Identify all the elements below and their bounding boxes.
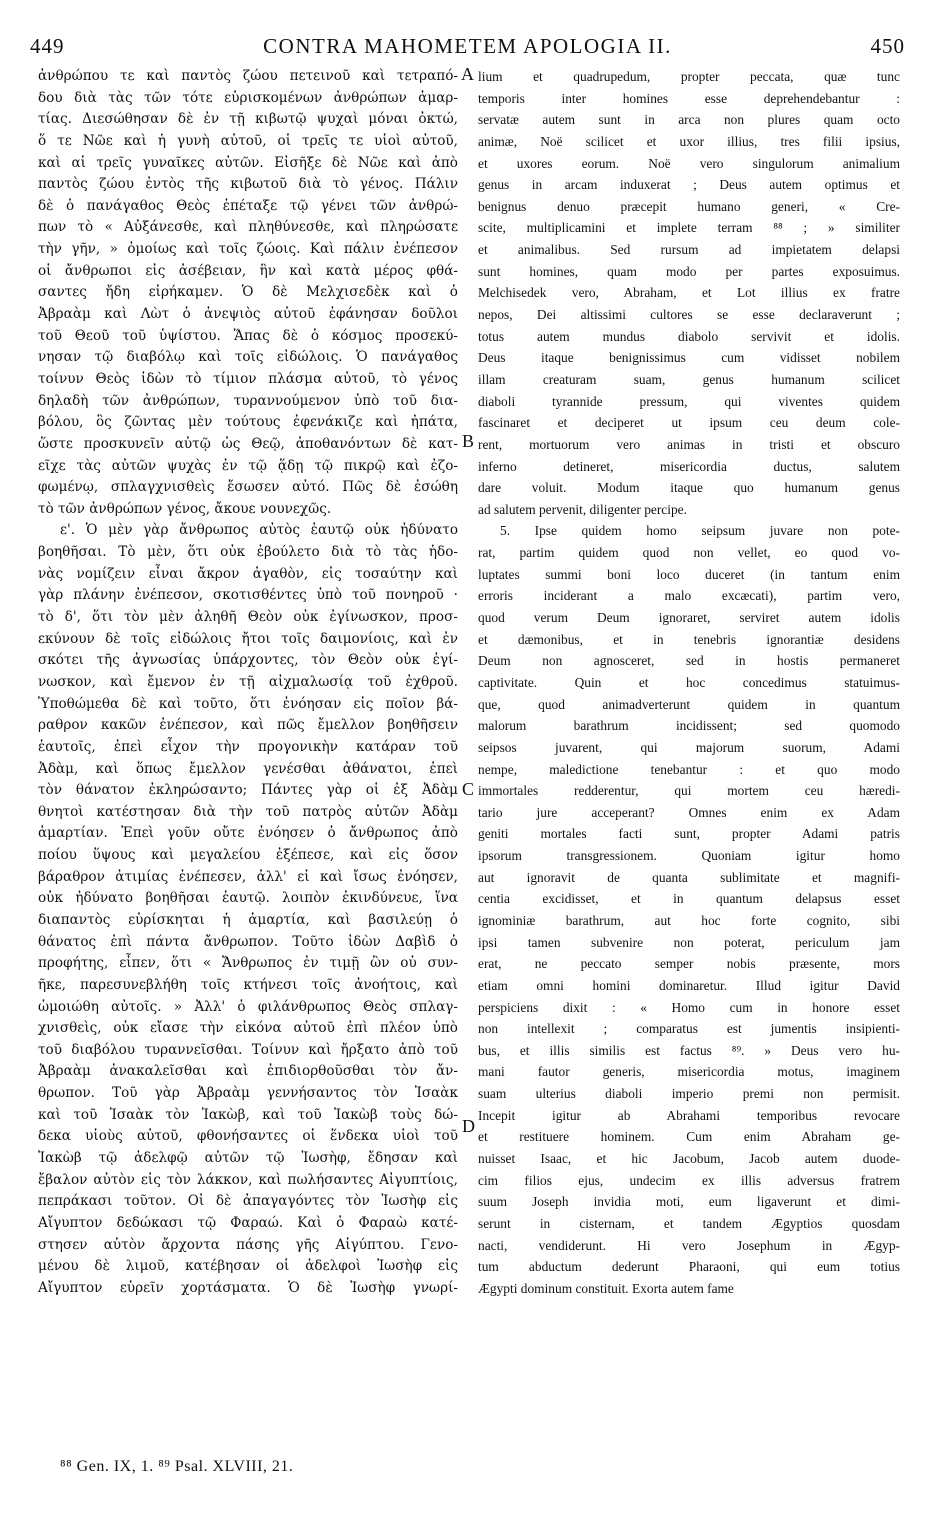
greek-text-line: τὸ τῶν ἀνθρώπων γένος, ἄκουε νουνεχῶς.: [38, 500, 332, 517]
greek-text-line: νησαν τῷ διαβόλῳ καὶ τοῖς εἰδώλοις. Ὁ πανάγαθος: [38, 349, 458, 366]
greek-text-line: μένου δὲ λιμοῦ, κατέβησαν οἱ ἀδελφοὶ Ἰωσὴφ εἰς: [38, 1258, 458, 1275]
latin-text-line: animæ, Noë scilicet et uxor illius, tres filii ipsius,: [478, 133, 900, 149]
greek-text-line: βάραθρον ἀτιμίας ἐνέπεσεν, ἀλλ' εἰ καὶ ἴσως ἐνόησεν,: [38, 868, 458, 885]
greek-text-line: θρωπον. Τοῦ γὰρ Ἀβραὰμ γεννήσαντος τὸν Ἰσαὰκ: [38, 1085, 458, 1102]
greek-text-line: ποίου ὕψους καὶ μεγαλείου ἐξέπεσε, καὶ εἰς ὅσον: [38, 847, 458, 864]
greek-text-line: οἱ ἄνθρωποι εἰς ἀσέβειαν, ἣν καὶ κατὰ μέρος φθά-: [38, 262, 458, 279]
page-number-left: 449: [30, 34, 65, 58]
latin-text-line: erat, ne peccato semper nobis præsente, mors: [478, 956, 900, 972]
greek-text-line: ραθρον κακῶν ἐνέπεσον, καὶ πῶς ἔμελλον βοηθῆσειν: [38, 717, 458, 734]
latin-text-line: fascinaret et deciperet ut ipsum ceu deum cole-: [478, 415, 900, 431]
page-number-right: 450: [870, 34, 905, 58]
greek-text-line: γὰρ πλάνην ἐνέπεσον, σκοτισθέντες ὑπὸ τοῦ πονηροῦ ·: [38, 587, 458, 604]
latin-text-line: nuisset Isaac, et hic Jacobum, Jacob autem duode-: [478, 1151, 900, 1167]
latin-text-line: Ægypti dominum constituit. Exorta autem fame: [478, 1280, 734, 1296]
greek-text-line: ἔβαλον αὐτὸν εἰς τὸν λάκκον, καὶ πωλήσαντες Αἰγυπτίοις,: [38, 1171, 458, 1188]
latin-text-line: et animalibus. Sed rursum ad impietatem delapsi: [478, 242, 900, 258]
latin-text-line: ipsi tamen subvenire non poterat, periculum jam: [478, 934, 900, 950]
running-title: CONTRA MAHOMETEM APOLOGIA II.: [263, 34, 672, 58]
latin-text-line: que, quod animadverterunt quidem in quantum: [478, 696, 900, 712]
latin-text-line: perspiciens dixit : « Homo cum in honore esset: [478, 999, 900, 1015]
greek-column: [38, 66, 458, 1300]
latin-text-line: rent, mortuorum vero animas in tristi et obscuro: [478, 436, 900, 452]
latin-text-line: cim filios ejus, undecim ex illis adversus fratrem: [478, 1172, 900, 1188]
greek-text-line: προφήτης, εἶπεν, ὅτι « Ἄνθρωπος ἐν τιμῇ ὢν οὐ συν-: [38, 955, 458, 972]
greek-text-line: τίας. Διεσώθησαν δὲ ἐν τῇ κιβωτῷ ψυχαὶ μόναι ὀκτώ,: [38, 111, 458, 128]
margin-mark-a: A: [461, 64, 474, 84]
latin-text-line: nacti, vendiderunt. Hi vero Josephum in Ægyp-: [478, 1237, 900, 1253]
latin-text-line: 5. Ipse quidem homo seipsum juvare non pote-: [500, 523, 900, 539]
greek-text-line: ἀνθρώπου τε καὶ παντὸς ζώου πετεινοῦ καὶ τετραπό-: [38, 68, 458, 84]
latin-text-line: scite, multiplicamini et implete terram ⁸⁸ ; » similiter: [478, 220, 900, 236]
greek-text-line: ὅ τε Νῶε καὶ ἡ γυνὴ αὐτοῦ, οἱ τρεῖς τε υἱοὶ αὐτοῦ,: [38, 132, 458, 149]
greek-text-line: βόλου, ὃς ζῶντας μὲν τούτους ἐφενάκιζε καὶ ἠπάτα,: [38, 414, 458, 431]
latin-text-line: aut ignoravit de quanta sublimitate et magnifi-: [478, 869, 900, 885]
latin-text-line: et uxores eorum. Noë vero singulorum animalium: [478, 155, 900, 171]
latin-text-line: genus in arcam induxerat ; Deus autem optimus et: [478, 177, 900, 193]
margin-mark-c: C: [462, 779, 475, 799]
latin-text-line: erroris inciderant a malo excæcati), partim vero,: [478, 588, 900, 604]
latin-text-line: dare voluit. Modum itaque quo humanum genus: [478, 480, 900, 496]
greek-text-line: φωμένῳ, σπλαγχνισθεὶς ἔσωσεν αὐτό. Πῶς δὲ ἐσώθη: [38, 479, 458, 496]
latin-text-line: lium et quadrupedum, propter peccata, quæ tunc: [478, 69, 900, 84]
latin-text-line: mani fautor generis, misericordia motus, imaginem: [478, 1064, 900, 1080]
greek-text-line: δου διὰ τὰς τῶν τότε εὑρισκομένων ἀνθρώπων ἁμαρ-: [38, 89, 458, 106]
greek-text-line: ὥστε προσκυνεῖν αὐτῷ ὡς Θεῷ, ἀποθανόντων δὲ κατ-: [38, 435, 458, 452]
greek-text-line: θάνατος ἐπὶ πάντα ἄνθρωπον. Τοῦτο ἰδὼν Δαβὶδ ὁ: [38, 933, 458, 950]
greek-text-line: νὰς νομίζειν εἶναι ἄκρον ἀγαθὸν, εἰς τοσαύτην καὶ: [38, 565, 458, 582]
latin-text-line: Deus itaque benignissimus cum vidisset nobilem: [478, 350, 900, 366]
greek-text-line: Ἀβραὰμ καὶ Λὼτ ὁ ἀνεψιὸς αὐτοῦ ἐφάνησαν δοῦλοι: [38, 306, 458, 323]
latin-text-line: et restituere hominem. Cum enim Abraham ge-: [478, 1129, 900, 1145]
greek-text-line: Ἀβραὰμ ἀνακαλεῖσθαι καὶ ἐπιδιορθοῦσθαι τὸν ἄν-: [38, 1063, 458, 1080]
greek-text-line: τὴν γῆν, » ὁμοίως καὶ τοῖς ζώοις. Καὶ πάλιν ἐνέπεσον: [38, 241, 458, 258]
latin-text-line: ad salutem pervenit, diligenter percipe.: [478, 501, 687, 517]
greek-text-line: Αἴγυπτον εὑρεῖν χορτάσματα. Ὁ δὲ Ἰωσὴφ γνωρί-: [38, 1279, 458, 1296]
latin-text-line: captivitate. Quin et hoc concedimus statuimus-: [478, 674, 900, 690]
greek-text-line: πεπράκασι τοῦτον. Οἱ δὲ ἀπαγαγόντες τὸν Ἰωσὴφ εἰς: [38, 1193, 458, 1210]
greek-text-line: τοῦ διαβόλου τυραννεῖσθαι. Τοίνυν καὶ ἤρξατο ἀπὸ τοῦ: [38, 1041, 458, 1058]
latin-text-line: Incepit igitur ab Abrahami temporibus revocare: [478, 1107, 900, 1123]
greek-text-line: πων τὸ « Αὐξάνεσθε, καὶ πληθύνεσθε, καὶ πληρώσατε: [38, 219, 458, 236]
latin-text-line: non intellexit ; comparatus est jumentis insipienti-: [478, 1021, 900, 1037]
latin-text-line: ipsorum transgressionem. Quoniam igitur homo: [478, 848, 900, 864]
greek-text-line: τὸ δ', ὅτι τὸν μὲν ἀληθῆ Θεὸν οὐκ ἐγίνωσκον, προσ-: [38, 609, 458, 626]
latin-text-line: Melchisedek vero, Abraham, et Lot illius ex fratre: [478, 285, 900, 301]
latin-text-line: benignus denuo præcepit humano generi, « Cre-: [478, 198, 900, 214]
greek-text-line: εκύνουν δὲ τοῖς εἰδώλοις ἤτοι τοῖς δαιμονίοις, καὶ ἐν: [38, 630, 458, 647]
latin-text-line: inferno detineret, misericordia ductus, salutem: [478, 458, 900, 474]
latin-text-line: illam creaturam suam, genus humanum scilicet: [478, 371, 900, 387]
greek-text-line: Ὑποθώμεθα δὲ καὶ τοῦτο, ὅτι ἐνόησαν εἰς ποῖον βά-: [38, 695, 458, 712]
greek-text-line: σαντες ἤδη εἰρήκαμεν. Ὁ δὲ Μελχισεδὲκ καὶ ὁ: [38, 284, 458, 301]
greek-text-line: διαπαντὸς εὑρίσκηται ἡ ἁμαρτία, καὶ βασιλεύῃ ὁ: [38, 911, 458, 928]
greek-text-line: Ἰακὼβ τῷ ἀδελφῷ αὐτῶν τῷ Ἰωσὴφ, ἔδησαν καὶ: [38, 1150, 458, 1167]
greek-text-line: ἁμαρτίαν. Ἐπεὶ γοῦν οὔτε ἐνόησεν ὁ ἄνθρωπος ἀπὸ: [38, 825, 458, 842]
latin-text-line: serunt in cisternam, et tandem Ægyptios quosdam: [478, 1215, 900, 1231]
greek-text-line: ῆκε, παρεσυνεβλήθη τοῖς κτήνεσι τοῖς ἀνοήτοις, καὶ: [38, 976, 458, 993]
latin-text-line: geniti mortales facti sunt, propter Adami patris: [478, 826, 900, 842]
latin-text-line: suum Joseph invidia moti, eum ligaverunt et dimi-: [478, 1194, 900, 1210]
latin-text-line: diaboli tyrannide pressum, qui viventes quidem: [478, 393, 900, 409]
greek-text-line: τοῦ Θεοῦ τοῦ ὑψίστου. Ἅπας δὲ ὁ κόσμος προσεκύ-: [38, 327, 458, 344]
greek-text-line: δεκα υἱοὺς αὐτοῦ, φθονήσαντες οἱ ἕνδεκα υἱοὶ τοῦ: [38, 1128, 458, 1145]
greek-text-line: καὶ αἱ τρεῖς γυναῖκες αὐτῶν. Εἰσῆξε δὲ Νῶε καὶ ἀπὸ: [38, 154, 458, 171]
latin-text-line: totus autem mundus diabolo servivit et idolis.: [478, 328, 900, 344]
greek-text-line: ὡμοιώθη αὐτοῖς. » Ἀλλ' ὁ φιλάνθρωπος Θεὸς σπλαγ-: [38, 998, 458, 1015]
latin-text-line: quod verum Deum ignoraret, serviret autem idolis: [478, 610, 900, 626]
latin-text-line: suam ulterius diaboli imperio premi non permisit.: [478, 1086, 900, 1102]
latin-text-line: ignominiæ barathrum, aut hoc forte cognito, sibi: [478, 912, 900, 928]
greek-text-line: δηλαδὴ τῶν ἀνθρώπων, τυραννούμενον ὑπὸ τοῦ δια-: [38, 392, 458, 409]
latin-text-line: nepos, Dei altissimi cultores se esse declaraverunt ;: [478, 307, 900, 323]
margin-mark-d: D: [462, 1116, 475, 1136]
latin-text-line: bus, et illis similis est factus ⁸⁹. » Deus vero hu-: [478, 1042, 900, 1058]
greek-text-line: στησεν αὐτὸν ἄρχοντα πάσης γῆς Αἰγύπτου. Γενο-: [38, 1236, 458, 1253]
greek-text-line: Ἀδὰμ, καὶ ὅπως ἔμελλον γενέσθαι ἀθάνατοι, ἐπεὶ: [38, 760, 458, 777]
greek-text-line: θνητοὶ κατέστησαν διὰ τὴν τοῦ πατρὸς αὐτῶν Ἀδὰμ: [38, 803, 458, 820]
latin-text-line: seipsos juvarent, qui majorum suorum, Adami: [478, 739, 900, 755]
latin-text-line: servatæ autem sunt in arca non plures quam octo: [478, 112, 900, 128]
greek-text-line: δὲ ὁ πανάγαθος Θεὸς ἐπέταξε τῷ γένει τῶν ἀνθρώ-: [38, 197, 458, 214]
margin-mark-b: B: [462, 431, 475, 451]
greek-text-line: τὸν θάνατον ἐκληρώσαντο; Πάντες γὰρ οἱ ἐξ Ἀδὰμ: [38, 782, 458, 799]
running-header: [30, 34, 905, 62]
greek-text-line: ε'. Ὁ μὲν γὰρ ἄνθρωπος αὐτὸς ἑαυτῷ οὐκ ἠδύνατο: [60, 522, 458, 539]
latin-text-line: Deum non agnosceret, sed in hostis permaneret: [478, 653, 900, 669]
greek-text-line: εῖχε τὰς αὐτῶν ψυχὰς ἐν τῷ ᾅδῃ τῷ πικρῷ καὶ ἐζο-: [38, 457, 458, 474]
greek-text-line: Αἴγυπτον δεδώκασι τῷ Φαραώ. Καὶ ὁ Φαραὼ κατέ-: [38, 1214, 458, 1231]
greek-text-line: καὶ τοῦ Ἰσαὰκ τὸν Ἰακὼβ, καὶ τοῦ Ἰακὼβ τοὺς δώ-: [38, 1106, 458, 1123]
latin-text-line: tum abductum dederunt Pharaoni, qui eum totius: [478, 1259, 900, 1275]
latin-text-line: temporis inter homines esse deprehendebantur :: [478, 90, 900, 106]
greek-text-line: σκότει τῆς ἀγνωσίας ὑπάρχοντες, τὸν Θεὸν οὐκ ἐγί-: [38, 652, 458, 669]
latin-text-line: centia excidisset, et in quantum delapsus esset: [478, 891, 900, 907]
latin-text-line: et dæmonibus, et in tenebris ignorantiæ desidens: [478, 631, 900, 647]
greek-text-line: βοηθῆσαι. Τὸ μὲν, ὅτι οὐκ ἐβούλετο διὰ τὸ τὰς ἡδο-: [38, 544, 458, 561]
footnote: ⁸⁸ Gen. IX, 1. ⁸⁹ Psal. XLVIII, 21.: [60, 1458, 294, 1475]
latin-text-line: luptates summi boni loco duceret (in tantum enim: [478, 566, 900, 582]
greek-text-line: ἑαυτοῖς, ἐπεὶ εἶχον τὴν προγονικὴν κατάραν τοῦ: [38, 738, 458, 755]
latin-text-line: malorum barathrum incidissent; sed quomodo: [478, 718, 900, 734]
latin-text-line: tario jure acceperant? Omnes enim ex Adam: [478, 804, 900, 820]
latin-text-line: etiam omni homini dominaretur. Illud igitur David: [478, 977, 900, 993]
latin-text-line: sunt homines, quam modo per partes exposuimus.: [478, 263, 900, 279]
greek-text-line: παντὸς ζώου ἐντὸς τῆς κιβωτοῦ διὰ τὸ γένος. Πάλιν: [38, 176, 458, 193]
latin-text-line: nempe, maledictione tenebantur : et quo modo: [478, 761, 900, 777]
latin-column: [478, 66, 900, 1300]
greek-text-line: τοίνυν Θεὸς ἰδὼν τὸ τίμιον πλάσμα αὐτοῦ, τὸ γένος: [38, 370, 458, 387]
latin-text-line: rat, partim quidem quod non vellet, eo quod vo-: [478, 545, 900, 561]
greek-text-line: νωσκον, καὶ ἔμενον ἐν τῇ αἰχμαλωσίᾳ τοῦ ἐχθροῦ.: [38, 673, 458, 690]
greek-text-line: χνισθεὶς, οὐκ εἴασε τὴν εἰκόνα αὐτοῦ ἐπὶ πλέον ὑπὸ: [38, 1020, 458, 1037]
greek-text-line: οὐκ ἠδύνατο βοηθῆσαι ἑαυτῷ. λοιπὸν ἐκινδύνευε, ἵνα: [38, 890, 458, 907]
latin-text-line: immortales redderentur, qui mortem ceu hæredi-: [478, 783, 900, 799]
